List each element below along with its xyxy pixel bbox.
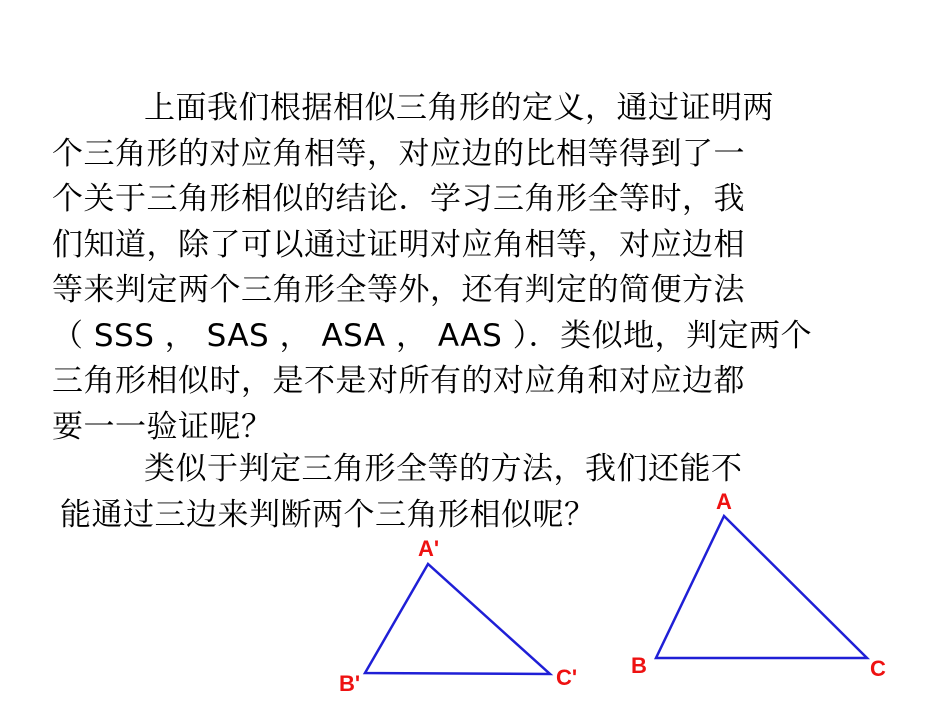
label-b: B	[631, 653, 647, 678]
label-a: A	[716, 489, 732, 514]
paragraph-1-line: 三角形相似时，是不是对所有的对应角和对应边都	[52, 363, 745, 399]
paragraph-1-line: 个关于三角形相似的结论．学习三角形全等时，我	[52, 181, 745, 217]
paragraph-1-line: （ SSS ， SAS ， ASA ， AAS ）．类似地，判定两个	[52, 317, 813, 354]
paragraph-2-line: 能通过三边来判断两个三角形相似呢？	[60, 496, 596, 533]
paragraph-2-line: 类似于判定三角形全等的方法，我们还能不	[144, 451, 743, 487]
triangle-small	[365, 564, 550, 674]
paragraph-1-line: 们知道，除了可以通过证明对应角相等，对应边相	[52, 226, 745, 263]
label-c: C	[870, 656, 886, 681]
label-b-prime: B'	[339, 671, 361, 696]
label-a-prime: A'	[418, 536, 440, 561]
paragraph-1-line: 上面我们根据相似三角形的定义，通过证明两	[144, 90, 774, 126]
paragraph-1-line: 个三角形的对应角相等，对应边的比相等得到了一	[52, 135, 745, 172]
label-c-prime: C'	[556, 665, 578, 690]
triangle-large	[656, 516, 867, 658]
paragraph-1-line: 等来判定两个三角形全等外，还有判定的简便方法	[52, 272, 745, 308]
paragraph-1-line: 要一一验证呢？	[52, 408, 273, 445]
